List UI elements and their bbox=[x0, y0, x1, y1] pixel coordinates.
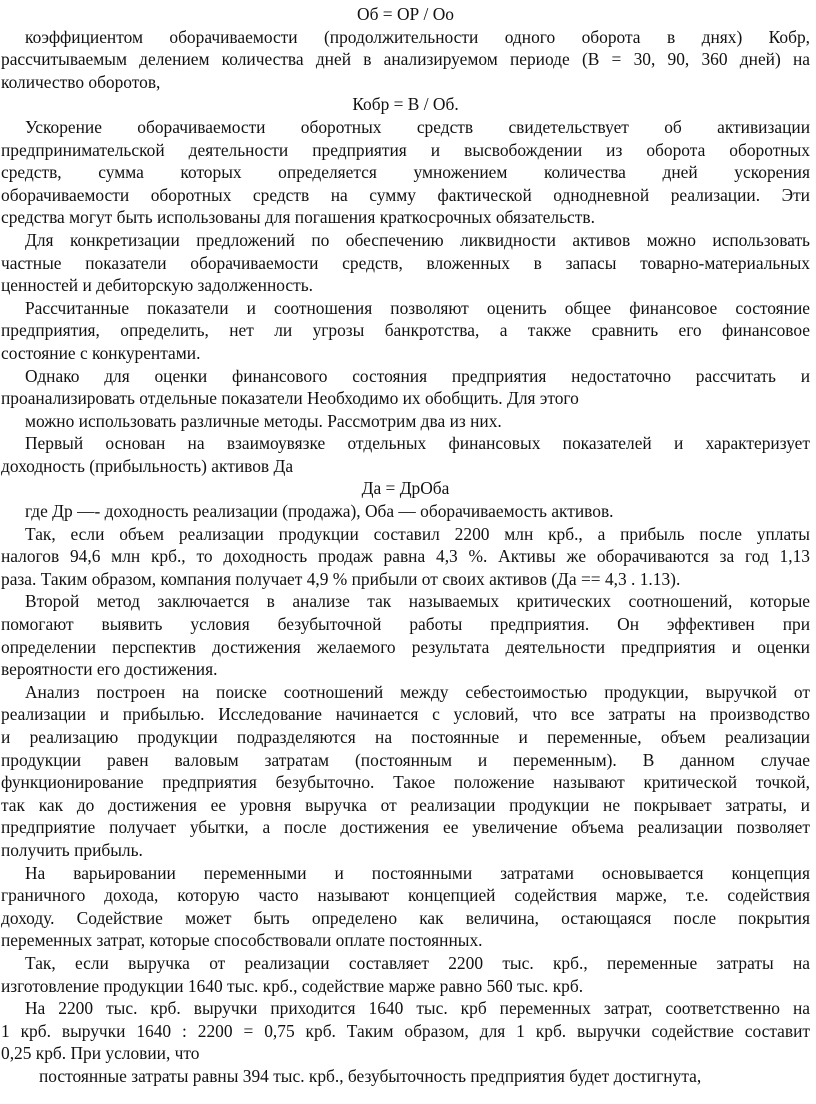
paragraph-example-yield bbox=[1, 523, 810, 591]
text-line: раза. Таким образом, компания получает 4,9 % прибыли от своих активов (Да == 4,3 . 1.13). bbox=[1, 568, 681, 589]
text-line: доходность (прибыльность) активов Да bbox=[1, 455, 294, 476]
text-line: помогают выявить условия безубыточной работы предприятия. Он эффективен при bbox=[1, 614, 810, 635]
paragraph-fixed-costs: постоянные затраты равны 394 тыс. крб., безубыточность предприятия будет достигнута, bbox=[39, 1065, 702, 1086]
paragraph-methods bbox=[1, 365, 810, 433]
text-line: определении перспектив достижения желаемого результата деятельности предприятия и оценки bbox=[1, 636, 810, 657]
text-line: вероятности его достижения. bbox=[1, 659, 218, 680]
text-line: На варьировании переменными и постоянными затратами основывается концепция bbox=[25, 862, 810, 883]
text-line: функционирование предприятия безубыточно. Такое положение называют критической точкой, bbox=[1, 772, 810, 793]
text-line: оборачиваемости оборотных средств на сумму фактической однодневной реализации. Эти bbox=[1, 184, 810, 205]
text-line: Первый основан на взаимоувязке отдельных финансовых показателей и характеризует bbox=[25, 433, 810, 454]
formula-asset-yield: Да = ДрОба bbox=[361, 478, 450, 499]
paragraph-acceleration bbox=[1, 116, 810, 229]
text-line: переменных затрат, которые способствовали оплате постоянных. bbox=[1, 930, 483, 951]
text-line: состояние с конкурентами. bbox=[1, 342, 201, 363]
text-line: Анализ построен на поиске соотношений между себестоимостью продукции, выручкой от bbox=[25, 681, 810, 702]
paragraph-turnover-duration bbox=[1, 26, 810, 94]
text-line: количество оборотов, bbox=[1, 71, 161, 92]
text-line: предприятие получает убытки, а после достижения ее увеличение объема реализации позволяет bbox=[1, 817, 810, 838]
paragraph-indicators bbox=[1, 297, 810, 365]
paragraph-analysis bbox=[1, 681, 810, 862]
text-line: получить прибыль. bbox=[1, 839, 143, 860]
text-line: и реализацию продукции подразделяются на постоянные и переменные, объем реализации bbox=[1, 727, 810, 747]
text-line: Так, если выручка от реализации составляет 2200 тыс. крб., переменные затраты на bbox=[25, 952, 810, 973]
text-line: 1 крб. выручки 1640 : 2200 = 0,75 крб. Таким образом, для 1 крб. выручки содействие составит bbox=[1, 1020, 810, 1041]
paragraph-per-unit bbox=[1, 997, 810, 1065]
text-line: так как до достижения ее уровня выручка от реализации продукции не покрывает затраты, и bbox=[1, 794, 810, 815]
text-line: доходу. Содействие может быть определено как величина, остающаяся после покрытия bbox=[1, 907, 810, 928]
text-line: Второй метод заключается в анализе так называемых критических соотношений, которые bbox=[25, 591, 810, 612]
text-line: Ускорение оборачиваемости оборотных средств свидетельствует об активизации bbox=[25, 116, 810, 137]
text-line: средств, сумма которых определяется умножением количества дней ускорения bbox=[1, 162, 810, 183]
paragraph-example-margin bbox=[1, 952, 810, 997]
text-line: ценностей и дебиторскую задолженность. bbox=[1, 275, 313, 296]
paragraph-second-method bbox=[1, 590, 810, 680]
text-line: граничного дохода, которую часто называют концепцией содействия марже, т.е. содействия bbox=[1, 885, 810, 906]
text-line: реализации и прибылью. Исследование начинается с условий, что все затраты на производство bbox=[1, 704, 810, 725]
text-line: На 2200 тыс. крб. выручки приходится 1640 тыс. крб переменных затрат, соответственно на bbox=[25, 998, 810, 1019]
text-line: продукции равен валовым затратам (постоянным и переменным). В данном случае bbox=[1, 749, 810, 770]
text-line: частные показатели оборачиваемости средств, вложенных в запасы товарно-материальных bbox=[1, 252, 810, 273]
text-line: Так, если объем реализации продукции составил 2200 млн крб., а прибыль после уплаты bbox=[25, 523, 810, 544]
paragraph-liquidity bbox=[1, 229, 810, 297]
text-line: рассчитываемым делением количества дней в анализируемом периоде (В = 30, 90, 360 дней) на bbox=[1, 49, 810, 70]
formula-kobr: Кобр = В / Об. bbox=[352, 94, 459, 115]
text-line: 0,25 крб. При условии, что bbox=[1, 1043, 200, 1064]
formula-turnover: Об = ОР / Оо bbox=[357, 4, 454, 24]
text-line: Для конкретизации предложений по обеспечению ликвидности активов можно использовать bbox=[25, 229, 810, 250]
text-line: можно использовать различные методы. Рассмотрим два из них. bbox=[25, 410, 502, 431]
text-line: проанализировать отдельные показатели Необходимо их обобщить. Для этого bbox=[1, 388, 579, 409]
formula-legend: где Др —- доходность реализации (продажа), Оба — оборачиваемость активов. bbox=[25, 501, 614, 522]
text-line: средства могут быть использованы для погашения краткосрочных обязательств. bbox=[1, 207, 595, 228]
text-line: изготовление продукции 1640 тыс. крб., содействие марже равно 560 тыс. крб. bbox=[1, 975, 584, 996]
text-line: Рассчитанные показатели и соотношения позволяют оценить общее финансовое состояние bbox=[25, 297, 810, 318]
paragraph-first-method bbox=[1, 432, 810, 477]
text-line: налогов 94,6 млн крб., то доходность продаж равна 4,3 %. Активы же оборачиваются за год 1,13 bbox=[1, 546, 810, 567]
text-line: предпринимательской деятельности предприятия и высвобождении из оборота оборотных bbox=[1, 139, 810, 160]
text-line: Однако для оценки финансового состояния предприятия недостаточно рассчитать и bbox=[25, 365, 810, 386]
text-line: коэффициентом оборачиваемости (продолжительности одного оборота в днях) Кобр, bbox=[25, 26, 810, 47]
paragraph-margin-concept bbox=[1, 862, 810, 952]
text-line: предприятия, определить, нет ли угрозы банкротства, а также сравнить его финансовое bbox=[1, 320, 810, 341]
